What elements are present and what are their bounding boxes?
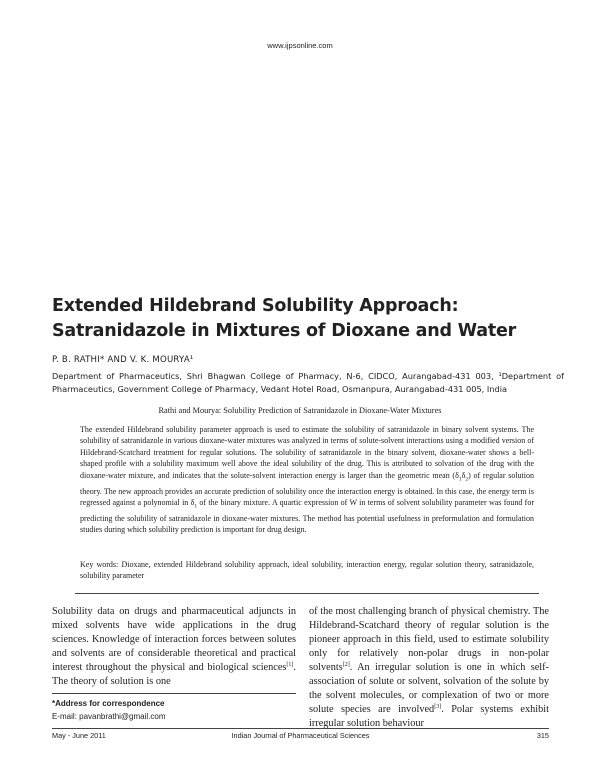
body-right-text-1: of the most challenging branch of physical chemistry. The Hildebrand-Scatchard theory of regular solution is the pioneer approach in this field, used to estimate solubility only for relatively non-polar drugs in non-polar solvents <box>309 606 549 673</box>
keywords <box>80 559 534 582</box>
abstract-subscript-1: 1 <box>458 476 462 483</box>
article-title: Extended Hildebrand Solubility Approach: Satranidazole in Mixtures of Dioxane and Water <box>52 296 517 341</box>
abstract-divider <box>75 593 539 594</box>
body-left-text-2: . The theory of solution is one <box>52 662 296 687</box>
author-list: P. B. RATHI* AND V. K. MOURYA¹ <box>52 355 194 365</box>
journal-url: www.ijpsonline.com <box>267 41 333 50</box>
body-column-right <box>309 605 549 731</box>
abstract-delta: δ <box>461 470 466 480</box>
abstract-subscript-2: 2 <box>465 476 469 483</box>
abstract-text-3: of the binary mixture. A quartic expression of W in terms of solvent solubility parameter was found for predicting the solubility of satranidazole in dioxane-water mixtures. The method has potential usefulness in preformulation and formulation studies during which solubility prediction is important for drug design. <box>80 498 534 535</box>
keywords-text: Dioxane, extended Hildebrand solubility approach, ideal solubility, interaction energy, regular solution theory, satranidazole, solubility parameter <box>80 560 535 581</box>
correspondence-footnote <box>52 697 296 723</box>
body-right-text-2: . An irregular solution is one in which self-association of solute or solvent, solvation of the solute by the solvent molecules, or complexation of two or more solute species are involved <box>309 662 549 715</box>
citation-1[interactable]: [1] <box>286 662 294 668</box>
abstract-text-2: ) of regular solution theory. The new approach provides an accurate prediction of solubility once the interaction energy is obtained. In this case, the energy term is regressed against a polynomial in δ <box>80 470 535 508</box>
correspondence-label: *Address for correspondence <box>52 699 165 708</box>
footer-divider <box>52 728 549 729</box>
footer-page-number: 315 <box>536 731 549 740</box>
abstract-subscript-3: 1 <box>194 503 198 510</box>
body-right-text-3: . Polar systems exhibit irregular solution behaviour <box>309 704 549 729</box>
abstract-text-1: The extended Hildebrand solubility parameter approach is used to estimate the solubility of satranidazole in binary solvent systems. The solubility of satranidazole in various dioxane-water mixtures was analyzed in terms of solute-solvent interactions using a modified version of Hildebrand-Scatchard treatment for regular solutions. The solubility of satranidazole in the binary solvent, dioxane-water shows a bell-shaped profile with a solubility maximum well above the ideal solubility of the drug. This is attributed to solvation of the drug with the dioxane-water mixture, and indicates that the solute-solvent interaction energy is larger than the geometric mean (δ <box>80 425 534 480</box>
footer-journal: Indian Journal of Pharmaceutical Sciences <box>231 731 370 740</box>
citation-2[interactable]: [2] <box>342 662 350 668</box>
body-column-left <box>52 605 296 689</box>
correspondence-email[interactable]: E-mail: pavanbrathi@gmail.com <box>52 712 166 721</box>
body-left-text-1: Solubility data on drugs and pharmaceutical adjuncts in mixed solvents have wide applications in the drug sciences. Knowledge of interaction forces between solutes and solvents are of considerable theoretical and practical interest throughout the physical and biological sciences <box>52 606 296 673</box>
footnote-divider <box>52 693 296 694</box>
footer-date: May - June 2011 <box>52 731 106 740</box>
keywords-label: Key words: <box>80 560 119 569</box>
author-affiliation: Department of Pharmaceutics, Shri Bhagwan College of Pharmacy, N-6, CIDCO, Aurangabad-431 003, ¹Department of Pharmaceutics, Government College of Pharmacy, Vedant Hotel Road, Osmanpura, Aurangabad-431 005, India <box>52 371 564 394</box>
abstract <box>80 424 534 536</box>
citation-3[interactable]: [3] <box>434 704 442 710</box>
running-title: Rathi and Mourya: Solubility Prediction of Satranidazole in Dioxane-Water Mixtures <box>158 406 442 415</box>
